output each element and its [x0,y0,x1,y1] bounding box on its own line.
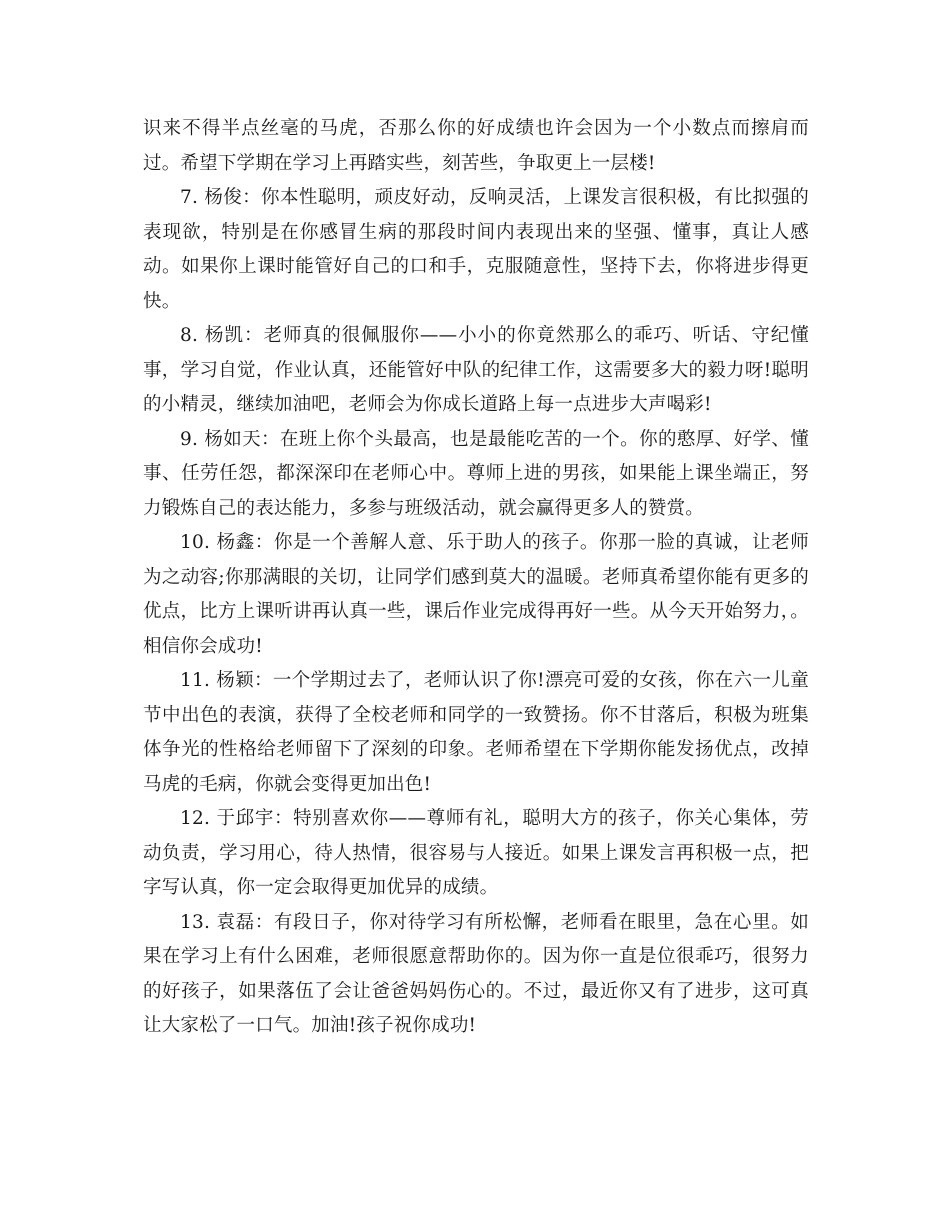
paragraph-comment-10: 10. 杨鑫：你是一个善解人意、乐于助人的孩子。你那一脸的真诚，让老师为之动容;你那满眼的关切，让同学们感到莫大的温暖。老师真希望你能有更多的优点，比方上课听讲再认真一些，课后作业完成得再好一些。从今天开始努力，。相信你会成功! [143,532,809,657]
paragraph-comment-13: 13. 袁磊：有段日子，你对待学习有所松懈，老师看在眼里，急在心里。如果在学习上有什么困难，老师很愿意帮助你的。因为你一直是位很乖巧，很努力的好孩子，如果落伍了会让爸爸妈妈伤心的。不过，最近你又有了进步，这可真让大家松了一口气。加油!孩子祝你成功! [143,911,809,1036]
document-body [143,112,809,1044]
paragraph-comment-8: 8. 杨凯：老师真的很佩服你——小小的你竟然那么的乖巧、听话、守纪懂事，学习自觉，作业认真，还能管好中队的纪律工作，这需要多大的毅力呀!聪明的小精灵，继续加油吧，老师会为你成长道路上每一点进步大声喝彩! [143,325,809,415]
paragraph-continuation: 识来不得半点丝毫的马虎，否那么你的好成绩也许会因为一个小数点而擦肩而过。希望下学期在学习上再踏实些，刻苦些，争取更上一层楼! [143,118,809,174]
paragraph-comment-11: 11. 杨颖：一个学期过去了，老师认识了你!漂亮可爱的女孩，你在六一儿童节中出色的表演，获得了全校老师和同学的一致赞扬。你不甘落后，积极为班集体争光的性格给老师留下了深刻的印象。老师希望在下学期你能发扬优点，改掉马虎的毛病，你就会变得更加出色! [143,670,809,795]
paragraph-comment-12: 12. 于邱宇：特别喜欢你——尊师有礼，聪明大方的孩子，你关心集体，劳动负责，学习用心，待人热情，很容易与人接近。如果上课发言再积极一点，把字写认真，你一定会取得更加优异的成绩。 [143,808,809,898]
paragraph-comment-9: 9. 杨如天：在班上你个头最高，也是最能吃苦的一个。你的憨厚、好学、懂事、任劳任怨，都深深印在老师心中。尊师上进的男孩，如果能上课坐端正，努力锻炼自己的表达能力，多参与班级活动，就会赢得更多人的赞赏。 [143,428,809,519]
paragraph-comment-7: 7. 杨俊：你本性聪明，顽皮好动，反响灵活，上课发言很积极，有比拟强的表现欲，特别是在你感冒生病的那段时间内表现出来的坚强、懂事，真让人感动。如果你上课时能管好自己的口和手，克服随意性，坚持下去，你将进步得更快。 [143,187,809,312]
